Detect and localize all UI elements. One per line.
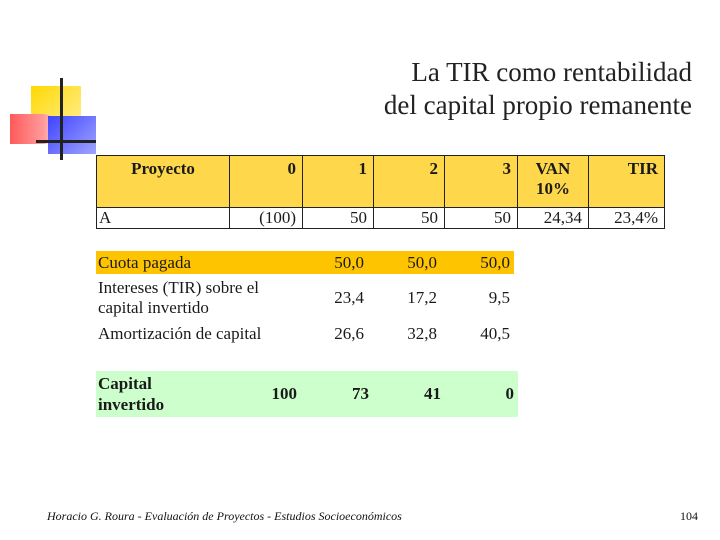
header-period-3: 3: [445, 156, 518, 208]
slide-logo: [0, 0, 110, 170]
table-row: [96, 371, 518, 417]
logo-horizontal-line: [36, 140, 96, 143]
label-capital-invertido: [96, 371, 220, 417]
amortizacion-period-1: 26,6: [334, 324, 364, 343]
cuota-period-1: 50,0: [312, 251, 368, 274]
header-tir: TIR: [589, 156, 665, 208]
logo-vertical-line: [60, 78, 63, 160]
project-table-header: [97, 156, 665, 208]
label-cuota-pagada: Cuota pagada: [96, 251, 312, 274]
header-period-0: 0: [230, 156, 303, 208]
header-van: [518, 156, 589, 208]
cell-period-2: 50: [374, 208, 445, 229]
amortizacion-period-3: 40,5: [480, 324, 510, 343]
cell-tir: 23,4%: [589, 208, 665, 229]
title-line-1: La TIR como rentabilidad: [411, 57, 692, 87]
label-capital-line-1: Capital: [98, 374, 152, 393]
slide-title: [272, 56, 692, 122]
table-row: [96, 274, 514, 322]
cuota-period-3: 50,0: [441, 251, 514, 274]
cell-van: 24,34: [518, 208, 589, 229]
capital-period-3: 0: [505, 384, 514, 403]
capital-period-0: 100: [271, 384, 297, 403]
label-capital-line-2: invertido: [98, 395, 165, 414]
amortizacion-period-2: 32,8: [407, 324, 437, 343]
project-table: [96, 155, 665, 229]
intereses-period-1: 23,4: [334, 288, 364, 307]
capital-table: [96, 371, 518, 417]
header-van-line-2: 10%: [536, 179, 570, 198]
page-number: 104: [680, 509, 698, 523]
table-row: [96, 322, 514, 346]
header-period-2: 2: [374, 156, 445, 208]
table-row: [97, 208, 665, 229]
capital-period-2: 41: [424, 384, 441, 403]
cell-period-1: 50: [303, 208, 374, 229]
intereses-period-2: 17,2: [407, 288, 437, 307]
label-intereses-line-1: Intereses (TIR) sobre el: [98, 278, 259, 297]
slide-footer: Horacio G. Roura - Evaluación de Proyectos - Estudios Socioeconómicos: [47, 509, 402, 523]
cell-period-0: (100): [230, 208, 303, 229]
header-period-1: 1: [303, 156, 374, 208]
capital-period-1: 73: [352, 384, 369, 403]
title-line-2: del capital propio remanente: [383, 90, 692, 120]
label-intereses-line-2: capital invertido: [98, 298, 209, 317]
label-amortizacion: Amortización de capital: [98, 324, 262, 343]
cuota-period-2: 50,0: [368, 251, 441, 274]
intereses-period-3: 9,5: [488, 288, 510, 307]
table-row: [96, 251, 514, 274]
header-proyecto: Proyecto: [97, 156, 230, 208]
header-van-line-1: VAN: [535, 159, 571, 178]
label-intereses: [96, 274, 312, 322]
cell-project-name: A: [97, 208, 230, 229]
logo-blue-square: [48, 116, 96, 154]
cell-period-3: 50: [445, 208, 518, 229]
payment-table: [96, 251, 514, 346]
